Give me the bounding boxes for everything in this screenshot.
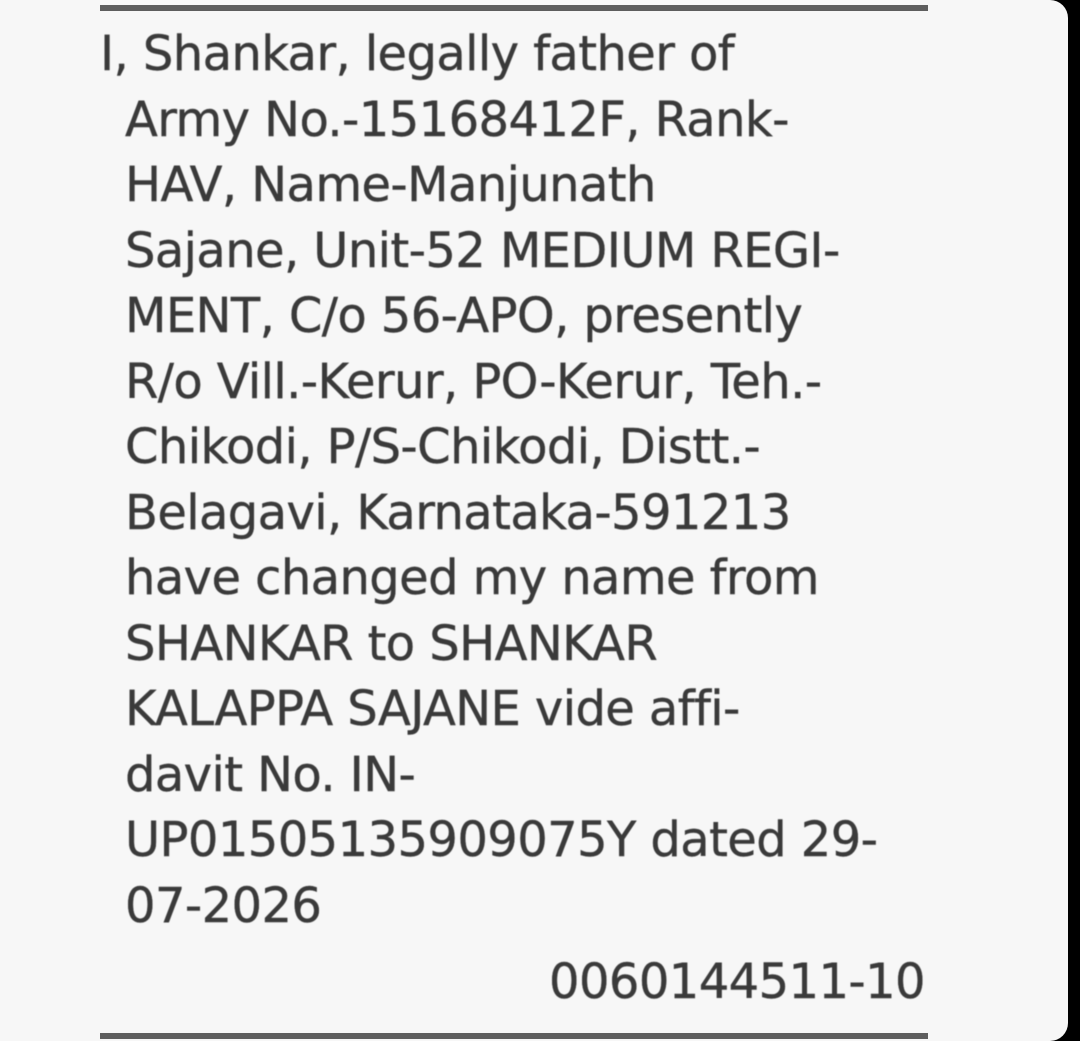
notice-line: HAV, Name-Manjunath	[125, 157, 656, 213]
bottom-divider-rule	[100, 1033, 928, 1039]
notice-line: UP01505135909075Y dated 29-	[125, 812, 878, 868]
notice-line: I, Shankar, legally father of	[100, 26, 735, 82]
notice-line: have changed my name from	[125, 550, 819, 606]
notice-line: SHANKAR to SHANKAR	[125, 615, 658, 672]
notice-line: R/o Vill.-Kerur, PO-Kerur, Teh.-	[125, 353, 822, 410]
notice-line: 07-2026	[125, 877, 322, 934]
notice-line: Sajane, Unit-52 MEDIUM REGI-	[125, 222, 840, 279]
notice-reference-number: 0060144511-10	[549, 954, 925, 1010]
notice-line: MENT, C/o 56-APO, presently	[125, 288, 803, 344]
top-divider-rule	[100, 5, 928, 11]
notice-line: KALAPPA SAJANE vide affi-	[125, 681, 740, 737]
notice-line: davit No. IN-	[125, 746, 416, 803]
name-change-notice	[100, 22, 930, 939]
notice-line: Army No.-15168412F, Rank-	[125, 91, 789, 148]
notice-line: Chikodi, P/S-Chikodi, Distt.-	[125, 419, 761, 475]
notice-line: Belagavi, Karnataka-591213	[125, 484, 791, 541]
